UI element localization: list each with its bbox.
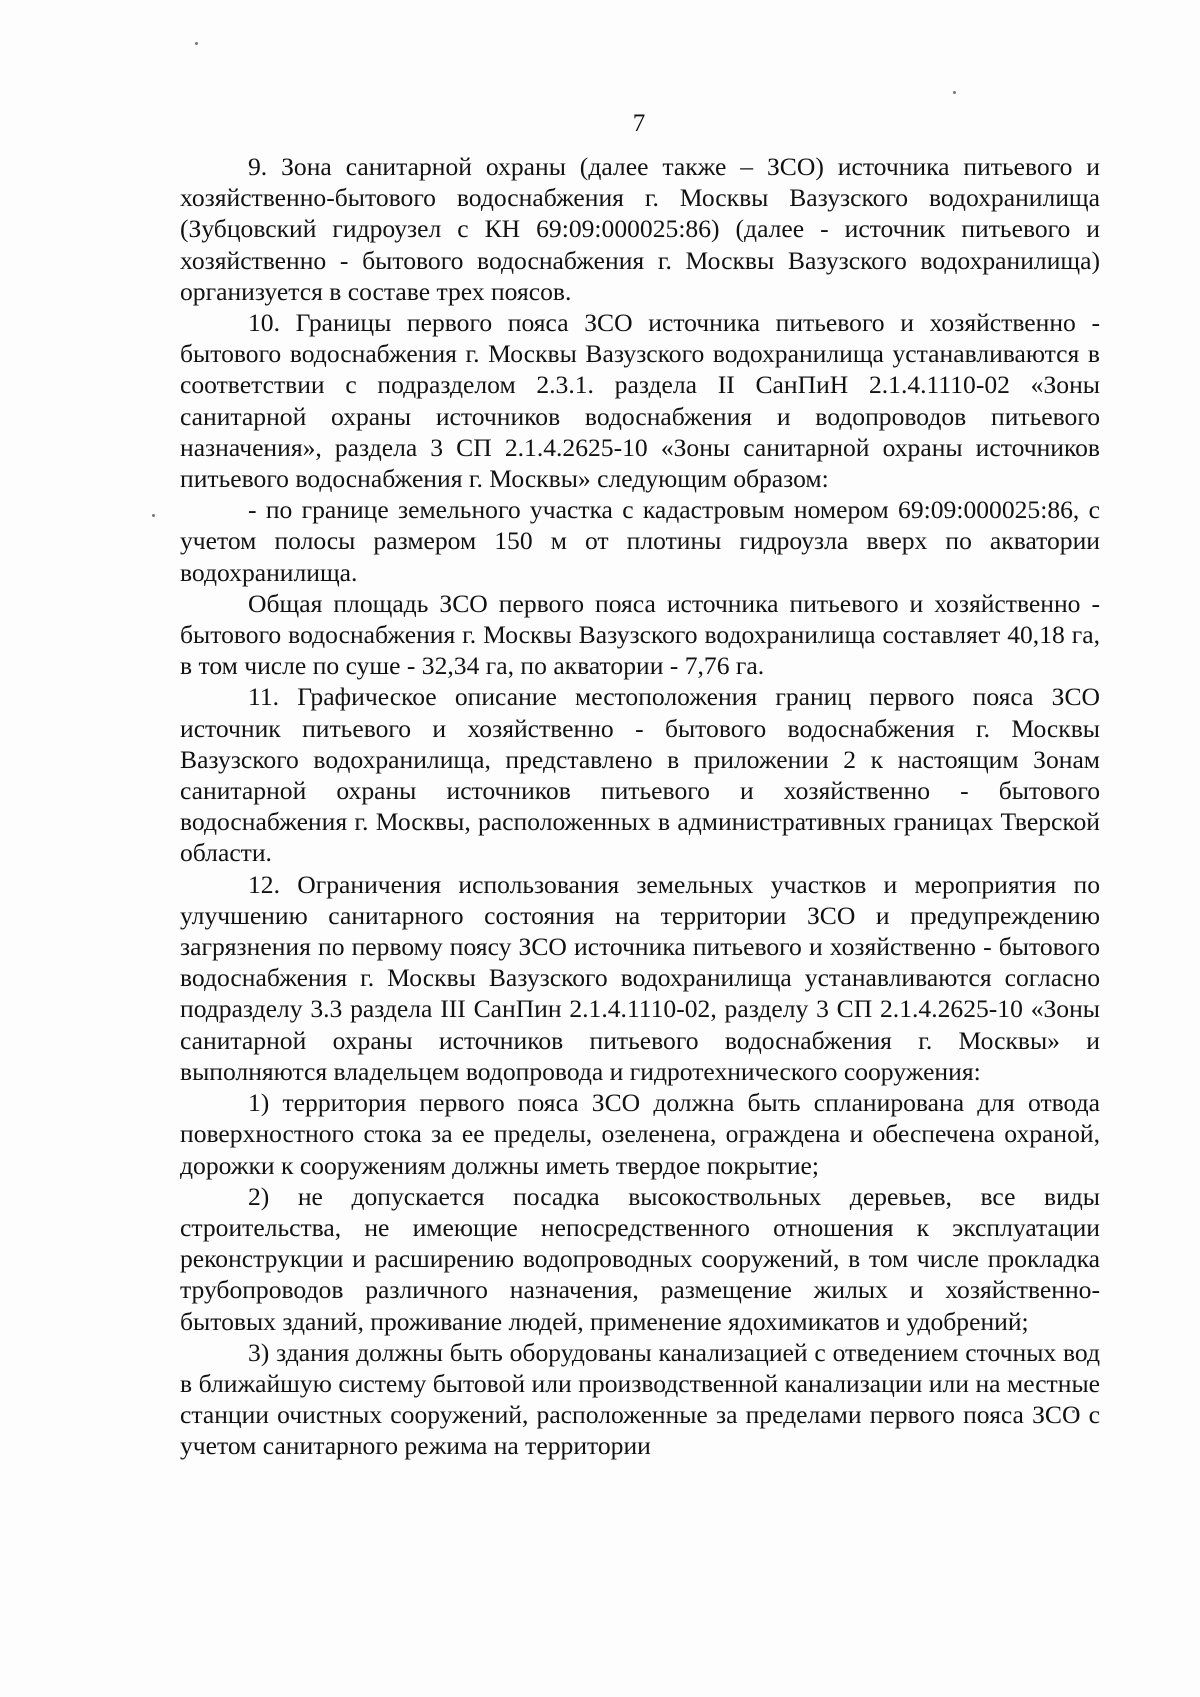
scan-speck bbox=[152, 514, 155, 517]
paragraph: 11. Графическое описание местоположения границ первого пояса ЗСО источник питьевого и хозяйственно - бытового водоснабжения г. Москвы Вазузского водохранилища, представлено в приложении 2 к настоящим Зонам санитарной охраны источников питьевого и хозяйственно - бытового водоснабжения г. Москвы, расположенных в административных границах Тверской области. bbox=[180, 682, 1100, 868]
paragraph: 9. Зона санитарной охраны (далее также – ЗСО) источника питьевого и хозяйственно-бытового водоснабжения г. Москвы Вазузского водохранилища (Зубцовский гидроузел с КН 69:09:000025:86) (далее - источник питьевого и хозяйственно - бытового водоснабжения г. Москвы Вазузского водохранилища) организуется в составе трех поясов. bbox=[180, 152, 1100, 306]
paragraph: 3) здания должны быть оборудованы канализацией с отведением сточных вод в ближайшую систему бытовой или производственной канализации или на местные станции очистных сооружений, расположенные за пределами первого пояса ЗСО с учетом санитарного режима на территории bbox=[180, 1337, 1100, 1461]
paragraph: Общая площадь ЗСО первого пояса источника питьевого и хозяйственно - бытового водоснабжения г. Москвы Вазузского водохранилища составляет 40,18 га, в том числе по суше - 32,34 га, по акватории - 7,76 га. bbox=[180, 588, 1100, 681]
paragraph: 2) не допускается посадка высокоствольных деревьев, все виды строительства, не имеющие непосредственного отношения к эксплуатации реконструкции и расширению водопроводных сооружений, в том числе прокладка трубопроводов различного назначения, размещение жилых и хозяйственно-бытовых зданий, проживание людей, применение ядохимикатов и удобрений; bbox=[180, 1181, 1100, 1336]
document-body bbox=[180, 151, 1100, 1462]
scan-speck bbox=[953, 91, 956, 94]
paragraph: 12. Ограничения использования земельных участков и мероприятия по улучшению санитарного состояния на территории ЗСО и предупреждению загрязнения по первому поясу ЗСО источника питьевого и хозяйственно - бытового водоснабжения г. Москвы Вазузского водохранилища устанавливаются согласно подразделу 3.3 раздела III СанПин 2.1.4.1110-02, разделу 3 СП 2.1.4.2625-10 «Зоны санитарной охраны источников питьевого водоснабжения г. Москвы» и выполняются владельцем водопровода и гидротехнического сооружения: bbox=[180, 869, 1100, 1086]
paragraph: 1) территория первого пояса ЗСО должна быть спланирована для отвода поверхностного стока за ее пределы, озеленена, ограждена и обеспечена охраной, дорожки к сооружениям должны иметь твердое покрытие; bbox=[180, 1088, 1100, 1180]
page-number: 7 bbox=[632, 110, 646, 137]
paragraph: 10. Границы первого пояса ЗСО источника питьевого и хозяйственно - бытового водоснабжения г. Москвы Вазузского водохранилища устанавливаются в соответствии с подразделом 2.3.1. раздела II СанПиН 2.1.4.1110-02 «Зоны санитарной охраны источников водоснабжения и водопроводов питьевого назначения», раздела 3 СП 2.1.4.2625-10 «Зоны санитарной охраны источников питьевого водоснабжения г. Москвы» следующим образом: bbox=[180, 308, 1100, 494]
scan-speck bbox=[195, 42, 198, 45]
paragraph: - по границе земельного участка с кадастровым номером 69:09:000025:86, с учетом полосы размером 150 м от плотины гидроузла вверх по акватории водохранилища. bbox=[180, 495, 1100, 587]
